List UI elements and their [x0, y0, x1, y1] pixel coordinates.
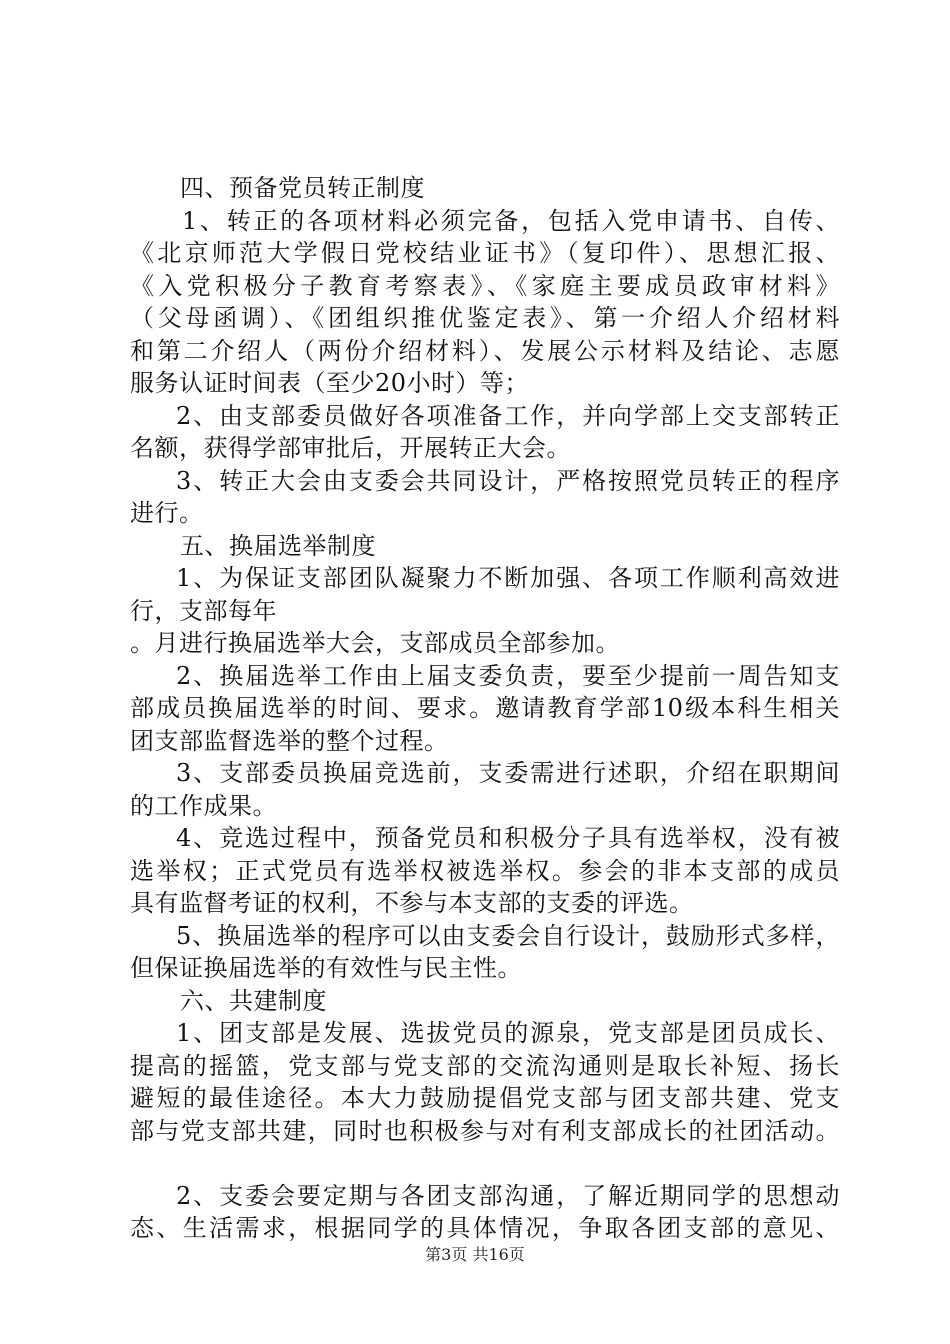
paragraph-line: 行，支部每年 — [130, 596, 277, 625]
paragraph-line: 部与党支部共建，同时也积极参与对有利支部成长的社团活动。 — [130, 1116, 840, 1145]
paragraph-line: 1、转正的各项材料必须完备，包括入党申请书、自传、 — [182, 206, 840, 235]
paragraph-line: 名额，获得学部审批后，开展转正大会。 — [130, 434, 571, 462]
paragraph-line: 但保证换届选举的有效性与民主性。 — [130, 954, 522, 982]
paragraph-line: 1、团支部是发展、选拔党员的源泉，党支部是团员成长、 — [176, 1019, 840, 1047]
paragraph-line: 服务认证时间表（至少20小时）等； — [130, 369, 530, 397]
paragraph-line: 3、支部委员换届竞选前，支委需进行述职，介绍在职期间 — [176, 759, 840, 787]
paragraph-line: 《入党积极分子教育考察表》、《家庭主要成员政审材料》 — [130, 271, 840, 300]
page-footer: 第3页 共16页 — [425, 1245, 525, 1264]
blank-line — [130, 1147, 840, 1180]
paragraph-line: 5、换届选举的程序可以由支委会自行设计，鼓励形式多样， — [176, 921, 840, 950]
paragraph-line: 3、转正大会由支委会共同设计，严格按照党员转正的程序 — [176, 466, 840, 495]
paragraph-line: 态、生活需求，根据同学的具体情况，争取各团支部的意见、 — [130, 1214, 840, 1242]
paragraph-line: 1、为保证支部团队凝聚力不断加强、各项工作顺利高效进 — [176, 564, 840, 592]
section-heading: 四、预备党员转正制度 — [180, 174, 425, 202]
document-body — [130, 172, 840, 1245]
paragraph-line: 。月进行换届选举大会，支部成员全部参加。 — [130, 629, 620, 657]
paragraph-line: 提高的摇篮，党支部与党支部的交流沟通则是取长补短、扬长 — [130, 1051, 840, 1080]
section-heading: 五、换届选举制度 — [180, 531, 376, 560]
paragraph-line: 进行。 — [130, 499, 204, 527]
paragraph-line: 《北京师范大学假日党校结业证书》（复印件）、思想汇报、 — [130, 239, 840, 267]
paragraph-line: 选举权；正式党员有选举权被选举权。参会的非本支部的成员 — [130, 856, 840, 885]
paragraph-line: 团支部监督选举的整个过程。 — [130, 726, 449, 755]
section-heading: 六、共建制度 — [180, 986, 327, 1015]
paragraph-line: （父母函调）、《团组织推优鉴定表》、第一介绍人介绍材料 — [130, 304, 840, 332]
paragraph-line: 具有监督考证的权利，不参与本支部的支委的评选。 — [130, 889, 694, 917]
paragraph-line: 的工作成果。 — [130, 791, 277, 820]
paragraph-line: 和第二介绍人（两份介绍材料）、发展公示材料及结论、志愿 — [130, 336, 840, 365]
paragraph-line: 2、由支部委员做好各项准备工作，并向学部上交支部转正 — [176, 401, 840, 430]
paragraph-line: 2、换届选举工作由上届支委负责，要至少提前一周告知支 — [176, 661, 840, 690]
paragraph-line: 4、竞选过程中，预备党员和积极分子具有选举权，没有被 — [176, 824, 840, 852]
paragraph-line: 部成员换届选举的时间、要求。邀请教育学部10级本科生相关 — [130, 694, 840, 722]
paragraph-line: 2、支委会要定期与各团支部沟通，了解近期同学的思想动 — [176, 1181, 840, 1210]
paragraph-line: 避短的最佳途径。本大力鼓励提倡党支部与团支部共建、党支 — [130, 1084, 840, 1112]
